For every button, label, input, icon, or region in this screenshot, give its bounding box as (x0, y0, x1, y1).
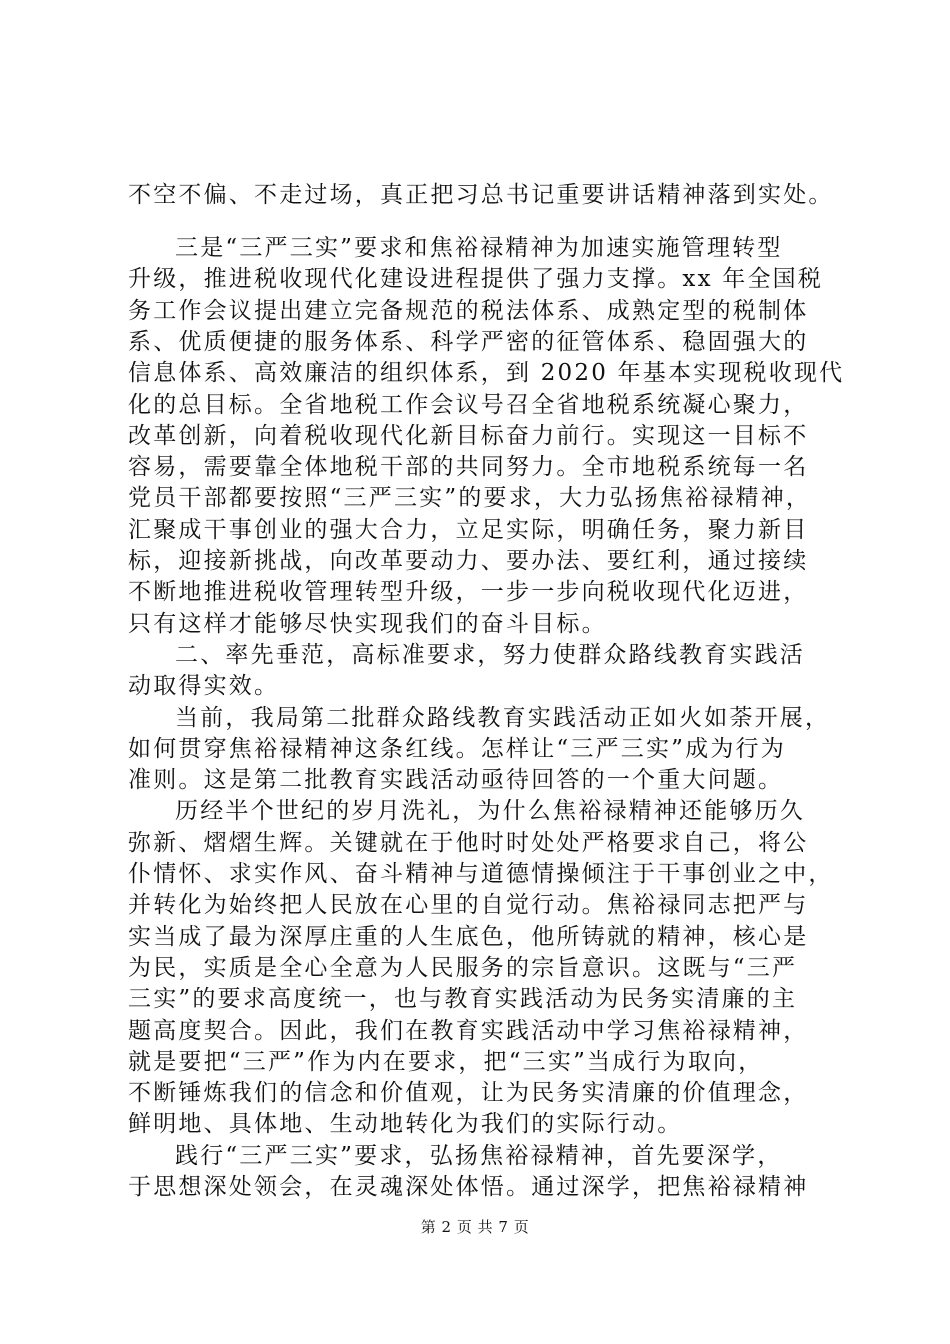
text-line: 不断地推进税收管理转型升级，一步一步向税收现代化迈进， (128, 579, 809, 606)
text-line: 践行“三严三实”要求，弘扬焦裕禄精神，首先要深学， (175, 1142, 783, 1169)
text-line: 于思想深处领会，在灵魂深处体悟。通过深学，把焦裕禄精神 (128, 1174, 809, 1200)
text-line: 如何贯穿焦裕禄精神这条红线。怎样让“三严三实”成为行为 (128, 735, 786, 762)
text-line: 改革创新，向着税收现代化新目标奋力前行。实现这一目标不 (128, 422, 809, 449)
text-line: 容易，需要靠全体地税干部的共同努力。全市地税系统每一名 (128, 454, 809, 481)
text-line: 准则。这是第二批教育实践活动亟待回答的一个重大问题。 (128, 767, 784, 794)
text-line: 只有这样才能够尽快实现我们的奋斗目标。 (128, 610, 607, 637)
text-line: 务工作会议提出建立完备规范的税法体系、成熟定型的税制体 (128, 297, 809, 324)
text-line: 三是“三严三实”要求和焦裕禄精神为加速实施管理转型 (175, 235, 783, 261)
text-line: 历经半个世纪的岁月洗礼，为什么焦裕禄精神还能够历久 (175, 798, 805, 825)
text-line: 汇聚成干事创业的强大合力，立足实际，明确任务，聚力新目 (128, 516, 809, 543)
text-line: 升级，推进税收现代化建设进程提供了强力支撑。xx 年全国税 (128, 266, 824, 293)
text-line: 题高度契合。因此，我们在教育实践活动中学习焦裕禄精神， (128, 1017, 809, 1044)
page-number-footer: 第 2 页 共 7 页 (420, 1218, 530, 1236)
text-line: 仆情怀、求实作风、奋斗精神与道德情操倾注于干事创业之中， (128, 861, 834, 887)
text-line: 当前，我局第二批群众路线教育实践活动正如火如荼开展， (175, 704, 831, 731)
text-line: 标，迎接新挑战，向改革要动力、要办法、要红利，通过接续 (128, 548, 809, 574)
text-line: 系、优质便捷的服务体系、科学严密的征管体系、稳固强大的 (128, 328, 809, 355)
text-line: 为民，实质是全心全意为人民服务的宗旨意识。这既与“三严 (128, 954, 798, 981)
text-line: 信息体系、高效廉洁的组织体系，到 2020 年基本实现税收现代 (128, 360, 845, 387)
text-line: 不空不偏、不走过场，真正把习总书记重要讲话精神落到实处。 (128, 182, 834, 208)
text-line: 不断锤炼我们的信念和价值观，让为民务实清廉的价值理念， (128, 1080, 809, 1107)
text-line: 并转化为始终把人民放在心里的自觉行动。焦裕禄同志把严与 (128, 892, 809, 919)
text-line: 党员干部都要按照“三严三实”的要求，大力弘扬焦裕禄精神， (128, 485, 812, 512)
text-line: 化的总目标。全省地税工作会议号召全省地税系统凝心聚力， (128, 391, 809, 418)
text-line: 就是要把“三严”作为内在要求，把“三实”当成行为取向， (128, 1048, 764, 1075)
text-line: 弥新、熠熠生辉。关键就在于他时时处处严格要求自己，将公 (128, 829, 809, 856)
text-line: 三实”的要求高度统一，也与教育实践活动为民务实清廉的主 (128, 986, 798, 1013)
text-line: 实当成了最为深厚庄重的人生底色，他所铸就的精神，核心是 (128, 923, 809, 950)
text-line: 鲜明地、具体地、生动地转化为我们的实际行动。 (128, 1111, 683, 1138)
text-line: 动取得实效。 (128, 673, 280, 700)
text-line: 二、率先垂范，高标准要求，努力使群众路线教育实践活 (175, 641, 805, 668)
